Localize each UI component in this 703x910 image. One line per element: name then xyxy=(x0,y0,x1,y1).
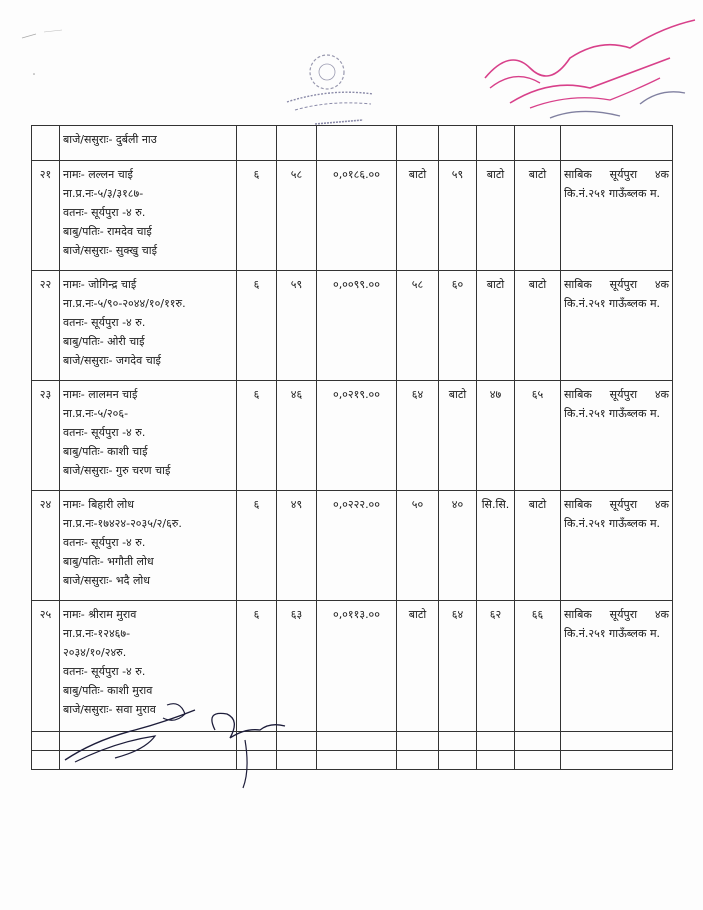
office-seal-stamp xyxy=(285,50,375,130)
owner-detail-line: नामः- लालमन चाई xyxy=(63,388,138,401)
owner-detail-line: नामः- बिहारी लोध xyxy=(63,498,134,511)
owner-detail-line: वतनः- सूर्यपुरा -४ रु. xyxy=(63,316,146,329)
sheet-number: ६ xyxy=(237,491,277,601)
remarks: साबिक सूर्यपुरा ४क कि.नं.२५१ गाऊँब्लक म. xyxy=(561,161,673,271)
serial-number: २२ xyxy=(32,271,60,381)
boundary-east: बाटो xyxy=(397,161,439,271)
owner-detail-line: वतनः- सूर्यपुरा -४ रु. xyxy=(63,665,146,678)
boundary-south: ६५ xyxy=(515,381,561,491)
owner-detail-line: ना.प्र.नः-१२४६७- xyxy=(63,627,131,640)
owner-detail-line: वतनः- सूर्यपुरा -४ रु. xyxy=(63,536,146,549)
boundary-north: सि.सि. xyxy=(477,491,515,601)
parcel-number: ४९ xyxy=(277,491,317,601)
owner-detail-line: बाबु/पतिः- ओरी चाई xyxy=(63,335,145,348)
boundary-north: ४७ xyxy=(477,381,515,491)
owner-detail-line: २०३४/१०/२४रु. xyxy=(63,646,127,659)
owner-detail-line: ना.प्र.नः-१७४२४-२०३५/२/६रु. xyxy=(63,517,182,530)
owner-detail-line: नामः- श्रीराम मुराव xyxy=(63,608,137,621)
table-row-continuation xyxy=(32,126,673,161)
sheet-number: ६ xyxy=(237,161,277,271)
boundary-west: ५९ xyxy=(439,161,477,271)
boundary-north: बाटो xyxy=(477,161,515,271)
sheet-number: ६ xyxy=(237,381,277,491)
area-value: ०,०११३.०० xyxy=(317,601,397,732)
boundary-west: बाटो xyxy=(439,381,477,491)
table-row xyxy=(32,491,673,601)
area-value: ०,००९९.०० xyxy=(317,271,397,381)
parcel-number: ५८ xyxy=(277,161,317,271)
owner-details xyxy=(60,381,237,491)
boundary-east: ५० xyxy=(397,491,439,601)
handwritten-date-annotation xyxy=(470,8,700,128)
handwritten-signatures xyxy=(55,700,315,790)
remarks: साबिक सूर्यपुरा ४क कि.नं.२५१ गाऊँब्लक म. xyxy=(561,491,673,601)
boundary-north: ६२ xyxy=(477,601,515,732)
owner-detail-line: वतनः- सूर्यपुरा -४ रु. xyxy=(63,426,146,439)
scan-speckles xyxy=(14,24,84,84)
owner-details xyxy=(60,491,237,601)
owner-detail-line: ना.प्र.नः-५/३/३१८७- xyxy=(63,187,144,200)
remarks: साबिक सूर्यपुरा ४क कि.नं.२५१ गाऊँब्लक म. xyxy=(561,601,673,732)
owner-detail-line: बाजे/ससुराः- जगदेव चाई xyxy=(63,354,161,367)
owner-detail-line: नामः- जोगिन्द्र चाई xyxy=(63,278,137,291)
owner-detail-line: बाजे/ससुराः- भदै लोध xyxy=(63,574,151,587)
owner-detail-line: नामः- लल्लन चाई xyxy=(63,168,133,181)
boundary-south: बाटो xyxy=(515,491,561,601)
boundary-north: बाटो xyxy=(477,271,515,381)
owner-detail-line: बाबु/पतिः- काशी मुराव xyxy=(63,684,153,697)
owner-detail-line: बाबु/पतिः- भगौती लोध xyxy=(63,555,154,568)
table-row xyxy=(32,161,673,271)
parcel-number: ५९ xyxy=(277,271,317,381)
boundary-south: बाटो xyxy=(515,161,561,271)
boundary-east: ६४ xyxy=(397,381,439,491)
owner-detail-line: बाबु/पतिः- रामदेव चाई xyxy=(63,225,152,238)
boundary-west: ४० xyxy=(439,491,477,601)
owner-details xyxy=(60,161,237,271)
owner-detail-line: बाबु/पतिः- काशी चाई xyxy=(63,445,148,458)
sheet-number: ६ xyxy=(237,601,277,732)
table-row xyxy=(32,381,673,491)
owner-detail-line: बाजे/ससुराः- सुक्खु चाई xyxy=(63,244,157,257)
serial-number: २१ xyxy=(32,161,60,271)
boundary-west: ६४ xyxy=(439,601,477,732)
continuation-text: बाजे/ससुराः- दुर्बली नाउ xyxy=(60,126,237,161)
boundary-south: ६६ xyxy=(515,601,561,732)
owner-detail-line: बाजे/ससुराः- गुरु चरण चाई xyxy=(63,464,171,477)
owner-detail-line: ना.प्र.नः-५/९०-२०४४/१०/११रु. xyxy=(63,297,186,310)
boundary-east: बाटो xyxy=(397,601,439,732)
sheet-number: ६ xyxy=(237,271,277,381)
boundary-west: ६० xyxy=(439,271,477,381)
boundary-south: बाटो xyxy=(515,271,561,381)
owner-detail-line: बाजे/ससुराः- सवा मुराव xyxy=(63,703,156,716)
boundary-east: ५८ xyxy=(397,271,439,381)
area-value: ०,०२२२.०० xyxy=(317,491,397,601)
area-value: ०,०१८६.०० xyxy=(317,161,397,271)
land-record-table xyxy=(31,125,673,770)
serial-number: २४ xyxy=(32,491,60,601)
remarks: साबिक सूर्यपुरा ४क कि.नं.२५१ गाऊँब्लक म. xyxy=(561,271,673,381)
remarks: साबिक सूर्यपुरा ४क कि.नं.२५१ गाऊँब्लक म. xyxy=(561,381,673,491)
parcel-number: ४६ xyxy=(277,381,317,491)
owner-detail-line: वतनः- सूर्यपुरा -४ रु. xyxy=(63,206,146,219)
area-value: ०,०२१९.०० xyxy=(317,381,397,491)
table-row xyxy=(32,271,673,381)
serial-number: २३ xyxy=(32,381,60,491)
owner-detail-line: ना.प्र.नः-५/२०६- xyxy=(63,407,129,420)
parcel-number: ६३ xyxy=(277,601,317,732)
owner-details xyxy=(60,271,237,381)
serial-number: २५ xyxy=(32,601,60,732)
